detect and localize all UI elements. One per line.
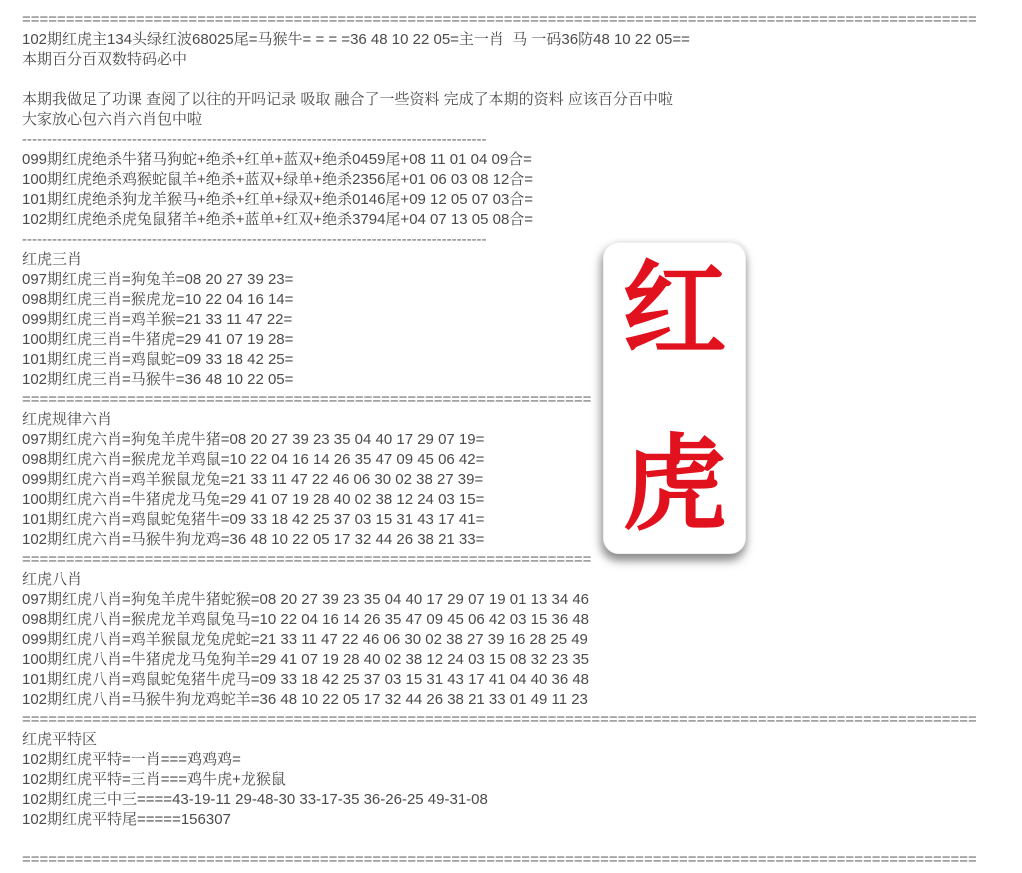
- sanxiao-line: 101期红虎三肖=鸡鼠蛇=09 33 18 42 25=: [22, 351, 294, 368]
- baxiao-section: [22, 590, 962, 710]
- spacer-line: [22, 830, 962, 850]
- separator-medium: =================================================================: [22, 391, 592, 408]
- baxiao-line: 098期红虎八肖=猴虎龙羊鸡鼠兔马=10 22 04 16 14 26 35 47 09 45 06 42 03 15 36 48: [22, 611, 590, 628]
- pingte-line: 102期红虎平特尾=====156307: [22, 811, 231, 828]
- sanxiao-line: 097期红虎三肖=狗兔羊=08 20 27 39 23=: [22, 271, 294, 288]
- intro-note-1: 本期我做足了功课 查阅了以往的开吗记录 吸取 融合了一些资料 完成了本期的资料 应该百分百中啦: [22, 91, 673, 108]
- liuxiao-line: 099期红虎六肖=鸡羊猴鼠龙兔=21 33 11 47 22 46 06 30 02 38 27 39=: [22, 471, 484, 488]
- liuxiao-section: [22, 427, 962, 550]
- liuxiao-line: 101期红虎六肖=鸡鼠蛇兔猪牛=09 33 18 42 25 37 03 15 31 43 17 41=: [22, 511, 485, 528]
- juesha-line: 102期红虎绝杀虎兔鼠猪羊+绝杀+蓝单+红双+绝杀3794尾+04 07 13 05 08合=: [22, 211, 534, 228]
- headline-subline: 本期百分百双数特码必中: [22, 51, 188, 68]
- separator-dash: ---------------------------------------------------------------------------------------------: [22, 231, 487, 248]
- text-content: [22, 10, 977, 870]
- sanxiao-title: 红虎三肖: [22, 251, 83, 268]
- intro-note-2: 大家放心包六肖六肖包中啦: [22, 111, 203, 128]
- baxiao-line: 100期红虎八肖=牛猪虎龙马兔狗羊=29 41 07 19 28 40 02 38 12 24 03 15 08 32 23 35: [22, 651, 590, 668]
- separator-medium: =================================================================: [22, 551, 592, 568]
- liuxiao-title: 红虎规律六肖: [22, 411, 113, 428]
- separator-dash: ---------------------------------------------------------------------------------------------: [22, 131, 487, 148]
- spacer-line: [22, 70, 962, 90]
- pingte-title: 红虎平特区: [22, 731, 98, 748]
- badge-char-top: 红: [622, 253, 727, 369]
- pingte-section: [22, 750, 962, 830]
- baxiao-title: 红虎八肖: [22, 571, 83, 588]
- liuxiao-line: 100期红虎六肖=牛猪虎龙马兔=29 41 07 19 28 40 02 38 12 24 03 15=: [22, 491, 485, 508]
- baxiao-line: 102期红虎八肖=马猴牛狗龙鸡蛇羊=36 48 10 22 05 17 32 44 26 38 21 33 01 49 11 23: [22, 691, 588, 708]
- separator-top: =============================================================================================================: [22, 11, 977, 28]
- juesha-line: 101期红虎绝杀狗龙羊猴马+绝杀+红单+绿双+绝杀0146尾+09 12 05 07 03合=: [22, 191, 534, 208]
- sanxiao-line: 099期红虎三肖=鸡羊猴=21 33 11 47 22=: [22, 311, 293, 328]
- liuxiao-line: 097期红虎六肖=狗兔羊虎牛猪=08 20 27 39 23 35 04 40 17 29 07 19=: [22, 431, 485, 448]
- baxiao-line: 099期红虎八肖=鸡羊猴鼠龙兔虎蛇=21 33 11 47 22 46 06 30 02 38 27 39 16 28 25 49: [22, 631, 588, 648]
- sanxiao-section: [22, 270, 962, 390]
- baxiao-line: 097期红虎八肖=狗兔羊虎牛猪蛇猴=08 20 27 39 23 35 04 40 17 29 07 19 01 13 34 46: [22, 591, 590, 608]
- liuxiao-line: 102期红虎六肖=马猴牛狗龙鸡=36 48 10 22 05 17 32 44 26 38 21 33=: [22, 531, 485, 548]
- baxiao-line: 101期红虎八肖=鸡鼠蛇兔猪牛虎马=09 33 18 42 25 37 03 15 31 43 17 41 04 40 36 48: [22, 671, 590, 688]
- badge-char-bottom: 虎: [622, 427, 727, 543]
- pingte-line: 102期红虎平特=三肖===鸡牛虎+龙猴鼠: [22, 771, 286, 788]
- sanxiao-line: 102期红虎三肖=马猴牛=36 48 10 22 05=: [22, 371, 294, 388]
- separator-full: =============================================================================================================: [22, 711, 977, 728]
- headline-prediction: 102期红虎主134头绿红波68025尾=马猴牛= = = =36 48 10 22 05=主一肖 马 一码36防48 10 22 05==: [22, 31, 690, 48]
- juesha-section: [22, 150, 962, 230]
- sanxiao-line: 098期红虎三肖=猴虎龙=10 22 04 16 14=: [22, 291, 294, 308]
- sanxiao-line: 100期红虎三肖=牛猪虎=29 41 07 19 28=: [22, 331, 294, 348]
- juesha-line: 099期红虎绝杀牛猪马狗蛇+绝杀+红单+蓝双+绝杀0459尾+08 11 01 04 09合=: [22, 151, 532, 168]
- juesha-line: 100期红虎绝杀鸡猴蛇鼠羊+绝杀+蓝双+绿单+绝杀2356尾+01 06 03 08 12合=: [22, 171, 534, 188]
- liuxiao-line: 098期红虎六肖=猴虎龙羊鸡鼠=10 22 04 16 14 26 35 47 09 45 06 42=: [22, 451, 485, 468]
- pingte-line: 102期红虎三中三====43-19-11 29-48-30 33-17-35 36-26-25 49-31-08: [22, 791, 488, 808]
- separator-bottom: =============================================================================================================: [22, 851, 977, 868]
- red-tiger-badge: [603, 242, 746, 554]
- pingte-line: 102期红虎平特=一肖===鸡鸡鸡=: [22, 751, 241, 768]
